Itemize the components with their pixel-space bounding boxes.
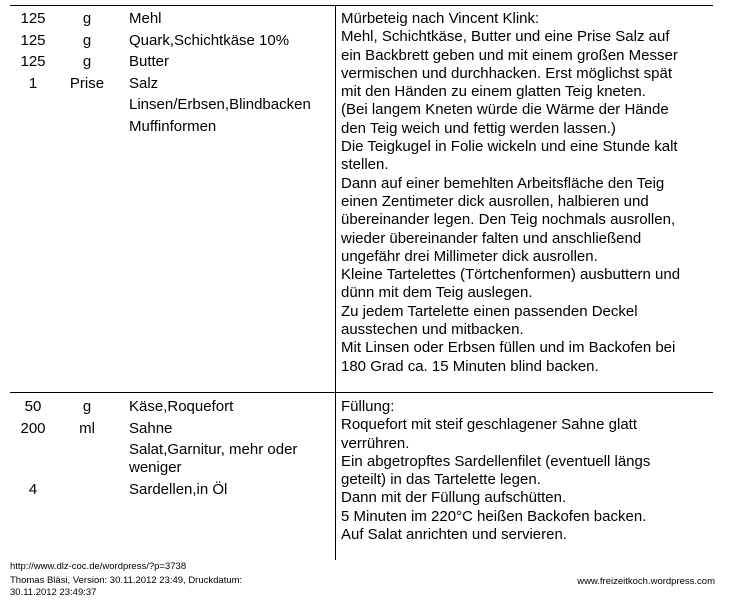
- instruction-line: Roquefort mit steif geschlagener Sahne glatt: [341, 416, 638, 434]
- ingredient-name: Butter: [129, 53, 170, 70]
- instruction-heading: Füllung:: [341, 398, 395, 415]
- ingredient-row: [10, 51, 335, 73]
- instruction-line: Mehl, Schichtkäse, Butter und eine Prise Salz auf: [341, 28, 670, 46]
- ingredient-row: [10, 418, 335, 440]
- ingredient-unit: g: [82, 398, 92, 415]
- instructions-filling: [341, 398, 713, 544]
- ingredient-unit: g: [82, 31, 92, 49]
- ingredient-row: [10, 396, 335, 418]
- ingredient-unit: g: [82, 10, 92, 27]
- author-version-line: Thomas Bläsi, Version: 30.11.2012 23:49, Druckdatum:: [10, 575, 243, 586]
- ingredient-name: Salat,Garnitur, mehr oder weniger: [129, 441, 298, 476]
- ingredient-row: [10, 73, 335, 95]
- ingredient-row: [10, 30, 335, 52]
- ingredient-row: [10, 479, 335, 501]
- ingredient-unit: ml: [79, 419, 95, 437]
- section-separator: [10, 392, 713, 393]
- ingredient-row: [10, 94, 335, 116]
- ingredient-quantity: 125: [20, 10, 46, 27]
- ingredient-row: [10, 439, 335, 479]
- instruction-line: einen Zentimeter dick ausrollen, halbieren und: [341, 192, 649, 210]
- ingredient-name: Linsen/Erbsen,Blindbacken: [129, 96, 311, 113]
- ingredient-name: Sardellen,in Öl: [129, 480, 228, 498]
- ingredient-quantity: 125: [20, 31, 46, 49]
- ingredient-quantity: 4: [28, 480, 38, 498]
- instruction-line: 180 Grad ca. 15 Minuten blind backen.: [341, 357, 599, 375]
- instruction-line: Die Teigkugel in Folie wickeln und eine Stunde kalt: [341, 138, 678, 156]
- instruction-line: stellen.: [341, 156, 389, 174]
- instruction-line: den Teig weich und fettig werden lassen.): [341, 119, 616, 137]
- instruction-line: (Bei langem Kneten würde die Wärme der Hände: [341, 101, 669, 119]
- instruction-line: verrühren.: [341, 434, 410, 452]
- instruction-line: vermischen und durchhacken. Erst möglichst spät: [341, 64, 672, 82]
- instruction-line: wieder übereinander falten und anschließend: [341, 229, 642, 247]
- ingredient-row: [10, 116, 335, 138]
- instruction-line: Kleine Tartelettes (Törtchenformen) ausbuttern und: [341, 266, 681, 284]
- ingredient-name: Salz: [129, 74, 159, 92]
- ingredient-name: Muffinformen: [129, 117, 217, 135]
- instructions-dough: [341, 10, 713, 376]
- ingredients-list-filling: [10, 396, 335, 500]
- instruction-line: Mit Linsen oder Erbsen füllen und im Backofen bei: [341, 339, 676, 357]
- site-url[interactable]: www.freizeitkoch.wordpress.com: [577, 576, 715, 587]
- ingredient-name: Sahne: [129, 419, 173, 437]
- ingredient-name: Käse,Roquefort: [129, 398, 234, 415]
- column-divider: [335, 5, 336, 560]
- ingredient-quantity: 200: [20, 419, 46, 437]
- instruction-line: mit den Händen zu einem glatten Teig kneten.: [341, 83, 646, 101]
- ingredients-list-dough: [10, 8, 335, 137]
- instruction-line: ein Backbrett geben und mit einem großen Messer: [341, 46, 678, 64]
- source-url[interactable]: http://www.dlz-coc.de/wordpress/?p=3738: [10, 561, 187, 572]
- ingredient-name: Quark,Schichtkäse 10%: [129, 31, 290, 49]
- ingredient-quantity: 50: [24, 398, 42, 415]
- ingredient-quantity: 125: [20, 53, 46, 70]
- instruction-line: Dann mit der Füllung aufschütten.: [341, 489, 567, 507]
- instruction-line: Auf Salat anrichten und servieren.: [341, 526, 567, 544]
- table-top-border: [10, 5, 713, 6]
- instruction-line: Dann auf einer bemehlten Arbeitsfläche den Teig: [341, 174, 665, 192]
- ingredient-row: [10, 8, 335, 30]
- instruction-line: Ein abgetropftes Sardellenfilet (eventuell längs: [341, 452, 651, 470]
- instruction-line: übereinander legen. Den Teig nochmals ausrollen,: [341, 211, 676, 229]
- instruction-line: geteilt) in das Tartelette legen.: [341, 471, 541, 489]
- instruction-line: ausstechen und mitbacken.: [341, 321, 524, 339]
- ingredient-name: Mehl: [129, 10, 162, 27]
- instruction-line: dünn mit dem Teig auslegen.: [341, 284, 533, 302]
- print-date: 30.11.2012 23:49:37: [10, 587, 97, 598]
- ingredient-unit: Prise: [69, 74, 105, 92]
- instruction-line: Zu jedem Tartelette einen passenden Deckel: [341, 302, 638, 320]
- ingredient-quantity: 1: [28, 74, 38, 92]
- instruction-line: ungefähr drei Millimeter dick ausrollen.: [341, 247, 598, 265]
- instruction-line: 5 Minuten im 220°C heißen Backofen backen.: [341, 507, 647, 525]
- ingredient-unit: g: [82, 53, 92, 70]
- instruction-heading: Mürbeteig nach Vincent Klink:: [341, 10, 540, 27]
